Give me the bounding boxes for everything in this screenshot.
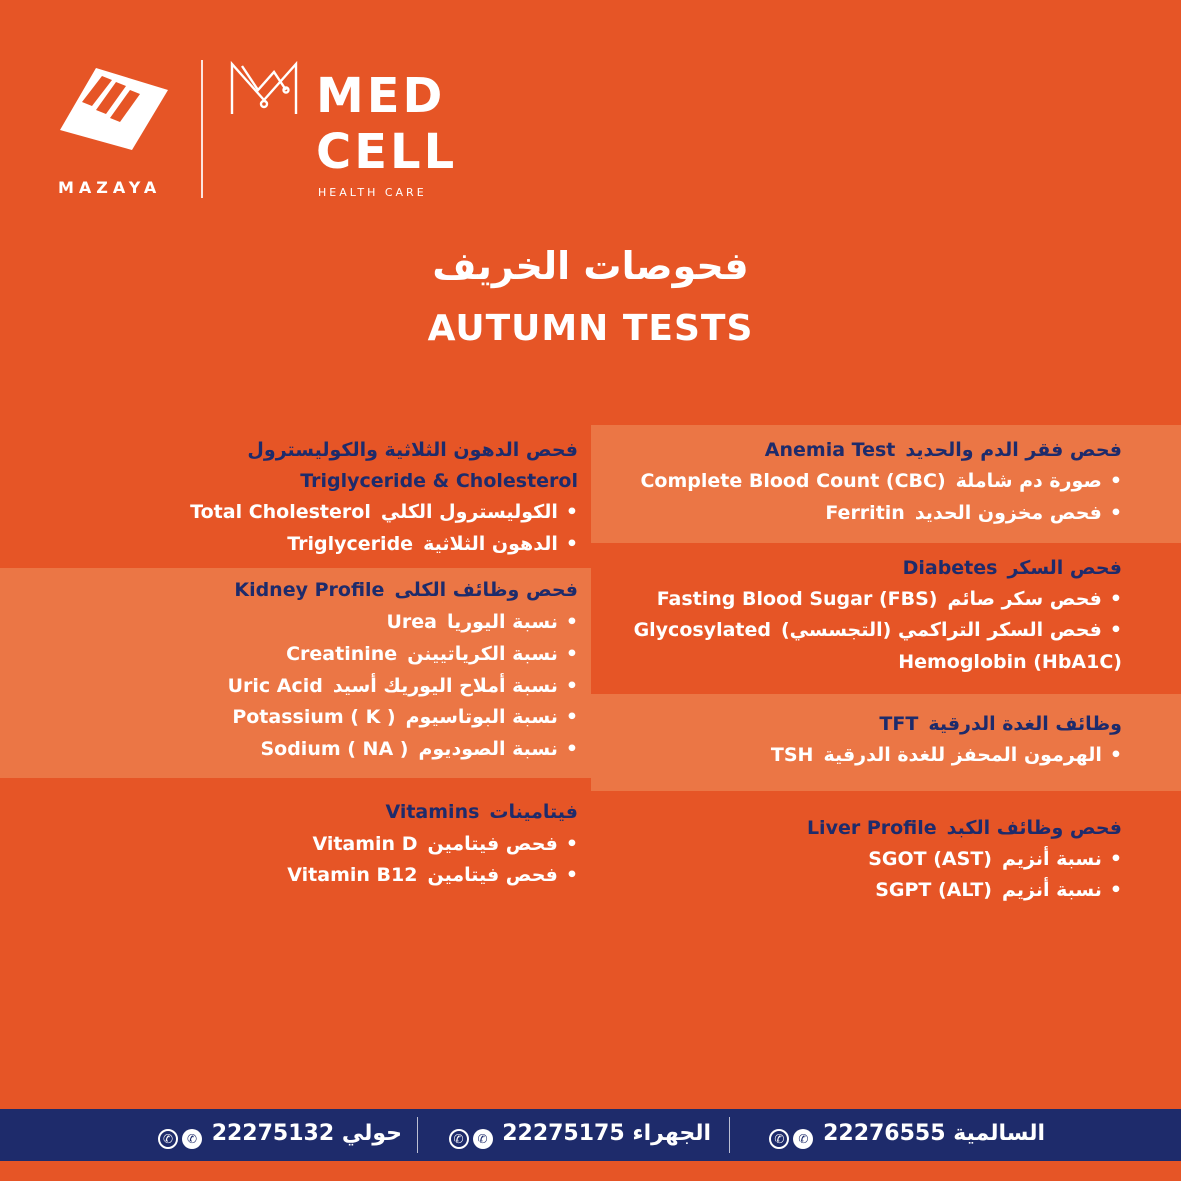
section-lipid (10, 438, 578, 562)
list-item-continuation: Hemoglobin (HbA1C) (898, 651, 1122, 673)
mazaya-wordmark: MAZAYA (58, 178, 162, 197)
page-title-arabic: فحوصات الخريف (432, 244, 749, 288)
section-lipid-title-arabic: فحص الدهون الثلاثية والكوليسترول (247, 439, 578, 461)
phone-icon[interactable]: ✆ (158, 1129, 178, 1149)
section-vitamins (10, 800, 578, 892)
list-item: • نسبة اليورياUrea (386, 610, 578, 634)
contact-footer (0, 1109, 1181, 1161)
logo-divider (201, 60, 203, 198)
footer-divider (729, 1117, 730, 1153)
list-item: • فحص سكر صائمFasting Blood Sugar (FBS) (657, 587, 1122, 611)
list-item: • نسبة الصوديومSodium ( NA ) (260, 737, 578, 761)
whatsapp-icon[interactable]: ✆ (473, 1129, 493, 1149)
mazaya-logo-icon (56, 60, 172, 150)
list-item: • نسبة الكرياتييننCreatinine (286, 642, 578, 666)
section-lipid-title-english: Triglyceride & Cholesterol (300, 470, 578, 492)
list-item: • الدهون الثلاثيةTriglyceride (287, 532, 578, 556)
medcell-wordmark-line2: CELL (316, 124, 458, 180)
medcell-tagline: HEALTH CARE (318, 186, 427, 199)
branch-name: الجهراء (632, 1121, 711, 1146)
section-diabetes (600, 556, 1122, 680)
phone-icon[interactable]: ✆ (449, 1129, 469, 1149)
phone-icon[interactable]: ✆ (769, 1129, 789, 1149)
section-tft-title: وظائف الغدة الدرقيةTFT (879, 713, 1122, 735)
list-item: • الهرمون المحفز للغدة الدرقيةTSH (771, 743, 1122, 767)
list-item: • الكوليسترول الكليTotal Cholesterol (190, 500, 578, 524)
bottom-strip (0, 1161, 1181, 1181)
list-item: • صورة دم شاملةComplete Blood Count (CBC) (640, 469, 1122, 493)
branch-phone[interactable]: 22275132 (211, 1121, 335, 1146)
list-item: • نسبة أنزيمSGOT (AST) (868, 847, 1122, 871)
list-item: • فحص فيتامينVitamin D (312, 832, 578, 856)
list-item: • فحص السكر التراكمي (التجسسي)Glycosylated (634, 618, 1122, 642)
section-anemia (600, 438, 1122, 538)
page-title-english: AUTUMN TESTS (427, 308, 754, 349)
footer-divider (417, 1117, 418, 1153)
section-vitamins-title: فيتاميناتVitamins (385, 801, 578, 823)
branch-hawally (156, 1119, 402, 1149)
branch-name: السالمية (953, 1121, 1045, 1146)
medcell-mark-icon (228, 60, 300, 116)
branch-salmiya (767, 1119, 1045, 1149)
whatsapp-icon[interactable]: ✆ (793, 1129, 813, 1149)
section-liver-title: فحص وظائف الكبدLiver Profile (806, 817, 1122, 839)
section-kidney-title: فحص وظائف الكلىKidney Profile (234, 579, 578, 601)
list-item: • فحص فيتامينVitamin B12 (287, 863, 578, 887)
branch-phone[interactable]: 22275175 (502, 1121, 625, 1146)
branch-phone[interactable]: 22276555 (823, 1121, 946, 1146)
branch-jahra (447, 1119, 711, 1149)
list-item: • نسبة أنزيمSGPT (ALT) (875, 878, 1122, 902)
section-liver (600, 816, 1122, 908)
list-item: • فحص مخزون الحديدFerritin (825, 501, 1122, 525)
list-item: • نسبة أملاح اليوريك أسيدUric Acid (228, 674, 578, 698)
section-diabetes-title: فحص السكرDiabetes (902, 557, 1122, 579)
branch-name: حولي (341, 1121, 402, 1146)
section-tft (600, 712, 1122, 772)
list-item: • نسبة البوتاسيومPotassium ( K ) (232, 705, 578, 729)
section-anemia-title: فحص فقر الدم والحديدAnemia Test (764, 439, 1122, 461)
section-kidney (10, 578, 578, 768)
medcell-wordmark-line1: MED (316, 68, 446, 124)
whatsapp-icon[interactable]: ✆ (182, 1129, 202, 1149)
